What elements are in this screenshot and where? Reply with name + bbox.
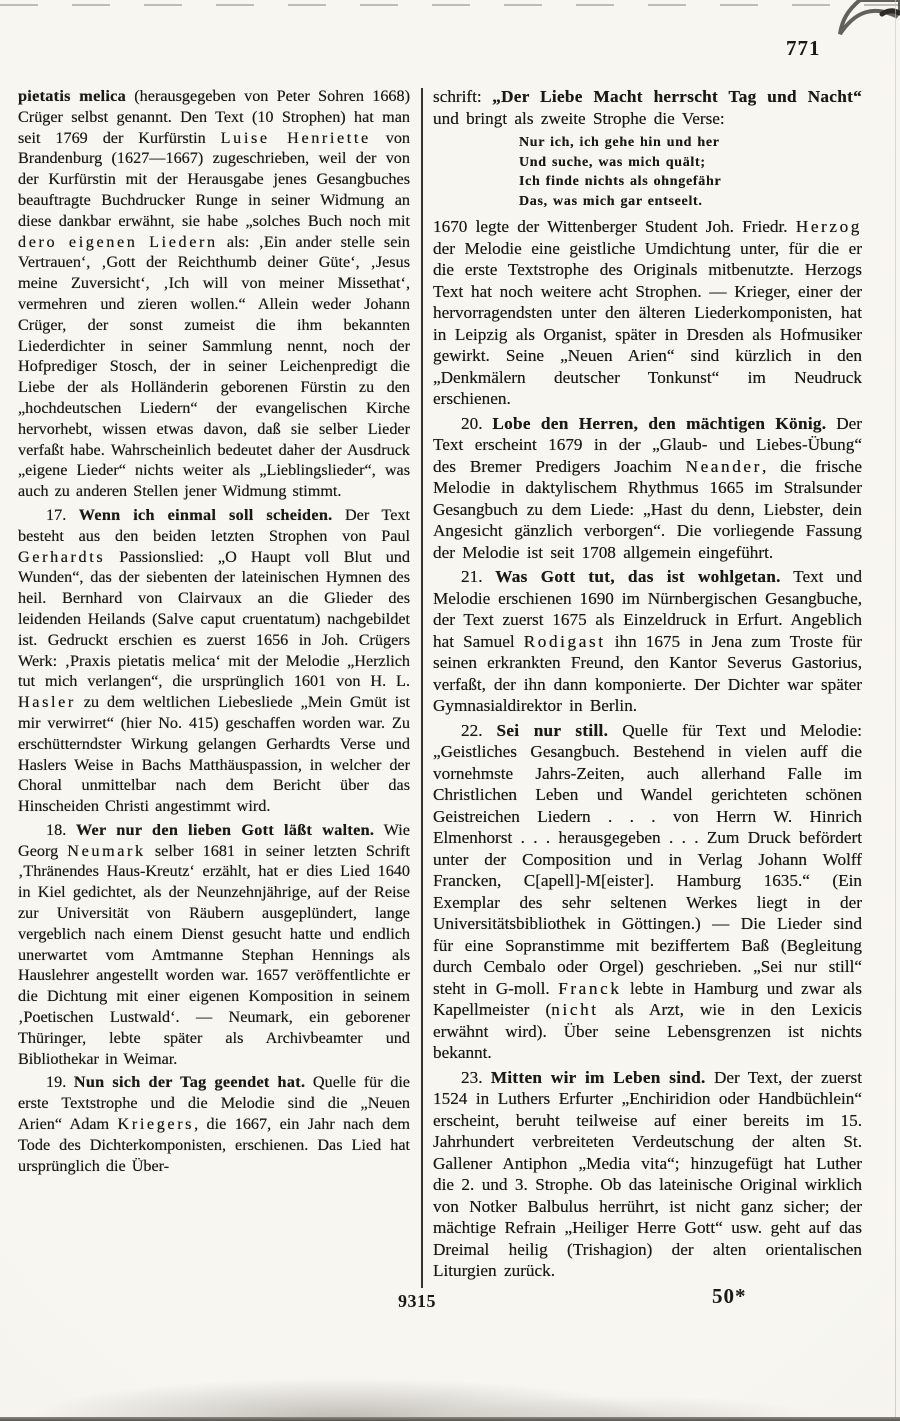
letterspaced-name: Rodigast [523, 631, 606, 651]
body-text: als Arzt, wie in den Lexicis erwähnt wird). Über seine Lebensgrenzen ist nichts bekannt. [433, 1000, 862, 1062]
song-title-emphasis: pietatis melica [18, 87, 127, 105]
body-text: zu dem weltlichen Liebesliede „Mein Gmüt ist mir verwirret“ (hier No. 415) geschaffen worden war. Zu erschütterndster Wirkung gelangen Gerhardts Verse und Haslers Weise in Bachs Matthäuspassion, in welcher der Choral unmittelbar nach dem Bericht über das Hinscheiden Christi angestimmt wird. [18, 693, 410, 816]
song-title-emphasis: Lobe den Herren, den mächtigen König. [492, 413, 827, 433]
letterspaced-name: Franck [558, 978, 622, 998]
letterspaced-name: Neumark [67, 841, 146, 860]
song-title-emphasis: Sei nur still. [496, 720, 609, 740]
body-text: der Melodie eine geistliche Umdichtung unter, für die er die erste Textstrophe des Originals mitbenutzte. Herzogs Text hat noch weitere acht Strophen. — Krieger, einer der hervorragendsten unter den älteren Liederkomponisten, hat in Leipzig als Organist, später in Dresden als Hofmusiker gewirkt. Seine „Neuen Arien“ sind kürzlich in den „Denkmälern deutscher Tonkunst“ im Neudruck erschienen. [433, 238, 862, 408]
body-text: Quelle für die erste Textstrophe und die Melodie sind die „Neuen Arien“ Adam [18, 1073, 410, 1134]
body-text: Der Text erscheint 1679 in der „Glaub- und Liebes-Übung“ des Bremer Predigers Joachim [433, 413, 862, 476]
body-text: Der Text besteht aus den beiden letzten Strophen von Paul [18, 505, 410, 545]
body-text: lebte in Hamburg und zwar als Kapellmeister ( [433, 978, 862, 1019]
verse-line: Und suche, was mich quält; [519, 154, 706, 170]
letterspaced-name: Herzog [795, 217, 862, 236]
paragraph [433, 566, 862, 717]
body-text: Der Text, der zuerst 1524 in Luthers Erfurter „Enchiridion oder Handbüchlein“ erscheint, beruht teilweise auf einer bereits im 15. Jahrhundert verbreiteten Verdeutschung der alten St. Gallener Antiphon „Media vita“; hinzugefügt hat Luther die 2. und 3. Strophe. Ob das lateinische Original wirklich von Notker Balbulus herrührt, ist nicht ganz sicher; der mächtige Refrain „Heiliger Herre Gott“ usw. geht auf das Dreimal heilig (Trishagion) der alten orientalischen Liturgien zurück. [433, 1067, 863, 1280]
body-text: , die frische Melodie in daktylischem Rhythmus 1665 im Stralsunder Gesangbuch zu dem Liede: „Hast du denn, Liebster, dein Angesicht gänzlich verborgen“. Die vorliegende Fassung der Melodie ist seit 1708 allgemein eingeführt. [433, 456, 862, 562]
letterspaced-name: Luise Henriette [220, 128, 371, 147]
body-text: als: ‚Ein ander stelle sein Vertrauen‘, ‚Gott der Reichthumb deiner Güte‘, ‚Jesus meine Zuversicht‘, ‚Ich will von meiner Missethat‘, vermehren und zieren wollen.“ Allein weder Johann Crüger, der sonst zumeist die ihm bekannten Liederdichter in seiner Sammlung nennt, noch der Hofprediger Stosch, der in seiner Leichenpredigt die Liebe der als Holländerin geborenen Fürstin zu den „hochdeutschen Liedern“ der evangelischen Kirche hervorhebt, wissen etwas davon, daß sie selber Lieder verfaßt habe. Wahrscheinlich bedeutet daher der Ausdruck „eigene Lieder“ nichts weiter als „Lieblingslieder“, was auch zu anderen Stellen jener Widmung stimmt. [18, 232, 410, 501]
body-text: (herausgegeben von Peter Sohren 1668) Crüger selbst genannt. Den Text (10 Strophen) hat man seit 1769 der Kurfürstin [18, 87, 410, 147]
letterspaced-name: dero eigenen Liedern [18, 232, 218, 251]
column-divider [421, 88, 423, 1288]
paragraph [433, 86, 862, 129]
letterspaced-name: Kriegers [117, 1115, 195, 1134]
paragraph [18, 1072, 410, 1176]
body-text: von Brandenburg (1627—1667) zugeschrieben, weil der von der Kurfürstin mit der Herausgabe jenes Gesangbuches beauftragte Buchdrucker Runge in seiner Widmung an diese dankbar erwähnt, sie habe „solches Buch noch mit [18, 128, 411, 230]
paragraph [18, 505, 410, 817]
paragraph [433, 216, 862, 410]
body-text: Quelle für Text und Melodie: „Geistliches Gesangbuch. Bestehend in vielen auff die vornehmste Jahrs-Zeiten, auch allerhand Falle im Christlichen Leben und Wandel gerichteten schönen Geistreichen Liedern . . . von Herrn W. Hinrich Elmenhorst . . . herausgegeben . . . Zum Druck befördert unter der Composition und in Verlag Johann Wolff Francken, C[apell]-M[eister]. Hamburg 1635.“ (Ein Exemplar des sehr seltenen Werkes liegt in der Universitätsbibliothek in Göttingen.) — Die Lieder sind für eine Sopranstimme mit beziffertem Baß (Begleitung durch Cembalo oder Orgel) geschrieben. „Sei nur still“ steht in G-moll. [433, 720, 862, 998]
body-text: , die 1667, ein Jahr nach dem Tode des Dichterkomponisten, erschienen. Das Lied hat ursprünglich die Über- [18, 1115, 410, 1175]
verse-line: Ich finde nichts als ohngefähr [519, 174, 722, 189]
body-text: 23. [461, 1067, 491, 1087]
body-text: 22. [461, 720, 497, 740]
body-text: 19. [46, 1073, 74, 1092]
body-text: Passionslied: „O Haupt voll Blut und Wunden“, das der siebenten der lateinischen Hymnen des heil. Bernhard von Clairvaux an die Glieder des leidenden Heilands (Salve caput cruentatum) nachgebildet ist. Gedruckt erschien es zuerst 1656 in Joh. Crügers Werk: ‚Praxis pietatis melica‘ mit der Melodie „Herzlich tut mich verlangen“, die ursprünglich 1601 von H. L. [18, 547, 410, 691]
body-text: und bringt als zweite Strophe die Verse: [433, 108, 725, 128]
verse-line: Nur ich, ich gehe hin und her [519, 135, 720, 150]
body-text: Wie Georg [18, 820, 410, 860]
body-text: 21. [461, 567, 496, 586]
scan-right-edge-artifact [895, 0, 896, 1421]
scan-bottom-speckle-artifact [0, 1347, 900, 1417]
verse-quotation [519, 133, 862, 211]
scan-top-edge-artifact [0, 4, 900, 6]
body-text: 1670 legte der Wittenberger Student Joh. Friedr. [433, 217, 796, 236]
letterspaced-name: nicht [551, 1000, 599, 1019]
song-title-emphasis: „Der Liebe Macht herrscht Tag und Nacht“ [492, 87, 862, 106]
body-text: 20. [461, 413, 493, 433]
song-title-emphasis: Wer nur den lieben Gott läßt walten. [75, 820, 375, 839]
body-text: schrift: [433, 87, 493, 106]
body-text: selber 1681 in seiner letzten Schrift ‚Thränendes Haus-Kreutz‘ erzählt, hat er dies Lied 1640 in Kiel gedichtet, als der Neunzehnjährige, auf der Reise zur Universität von Räubern ausgeplündert, lange vergeblich nach einem Dienst gesucht hatte und endlich unerwartet vom Amtmanne Stephan Hennings als Hauslehrer angestellt worden war. 1657 veröffentlichte er die Dichtung mit einer eigenen Komposition in seinem ‚Poetischen Lustwald‘. — Neumark, ein geborener Thüringer, lebte später als Archivbeamter und Bibliothekar in Weimar. [18, 841, 410, 1068]
body-text: 17. [46, 505, 79, 524]
song-title-emphasis: Nun sich der Tag geendet hat. [73, 1073, 306, 1092]
paragraph [18, 86, 410, 502]
song-title-emphasis: Was Gott tut, das ist wohlgetan. [495, 567, 781, 586]
letterspaced-name: Gerhardts [18, 547, 106, 566]
body-text: 18. [46, 820, 76, 839]
plate-number: 9315 [398, 1291, 436, 1311]
paragraph [433, 1067, 862, 1282]
page-number: 771 [786, 36, 821, 60]
right-column [433, 86, 862, 1282]
left-column [18, 86, 410, 1176]
letterspaced-name: Neander [685, 456, 762, 476]
body-text: Text und Melodie erschienen 1690 im Nürnbergischen Gesangbuche, der Text zuerst 1675 als Einzeldruck in Erfurt. Angeblich hat Samuel [433, 567, 862, 651]
paragraph [18, 820, 410, 1070]
letterspaced-name: Hasler [18, 693, 76, 712]
paragraph [433, 413, 862, 564]
body-text: ihn 1675 in Jena zum Troste für seinen erkrankten Freund, den Kantor Severus Gastorius, verfaßt, der ihn dann komponierte. Der Dichter war später Gymnasialdirektor in Berlin. [433, 631, 862, 715]
song-title-emphasis: Wenn ich einmal soll scheiden. [78, 505, 333, 524]
verse-line: Das, was mich gar entseelt. [519, 193, 703, 209]
paragraph [433, 720, 862, 1064]
song-title-emphasis: Mitten wir im Leben sind. [490, 1067, 706, 1087]
page-corner-curl-artifact [830, 0, 900, 52]
sheet-signature: 50* [712, 1284, 747, 1308]
scan-bottom-edge-artifact [0, 1417, 900, 1421]
